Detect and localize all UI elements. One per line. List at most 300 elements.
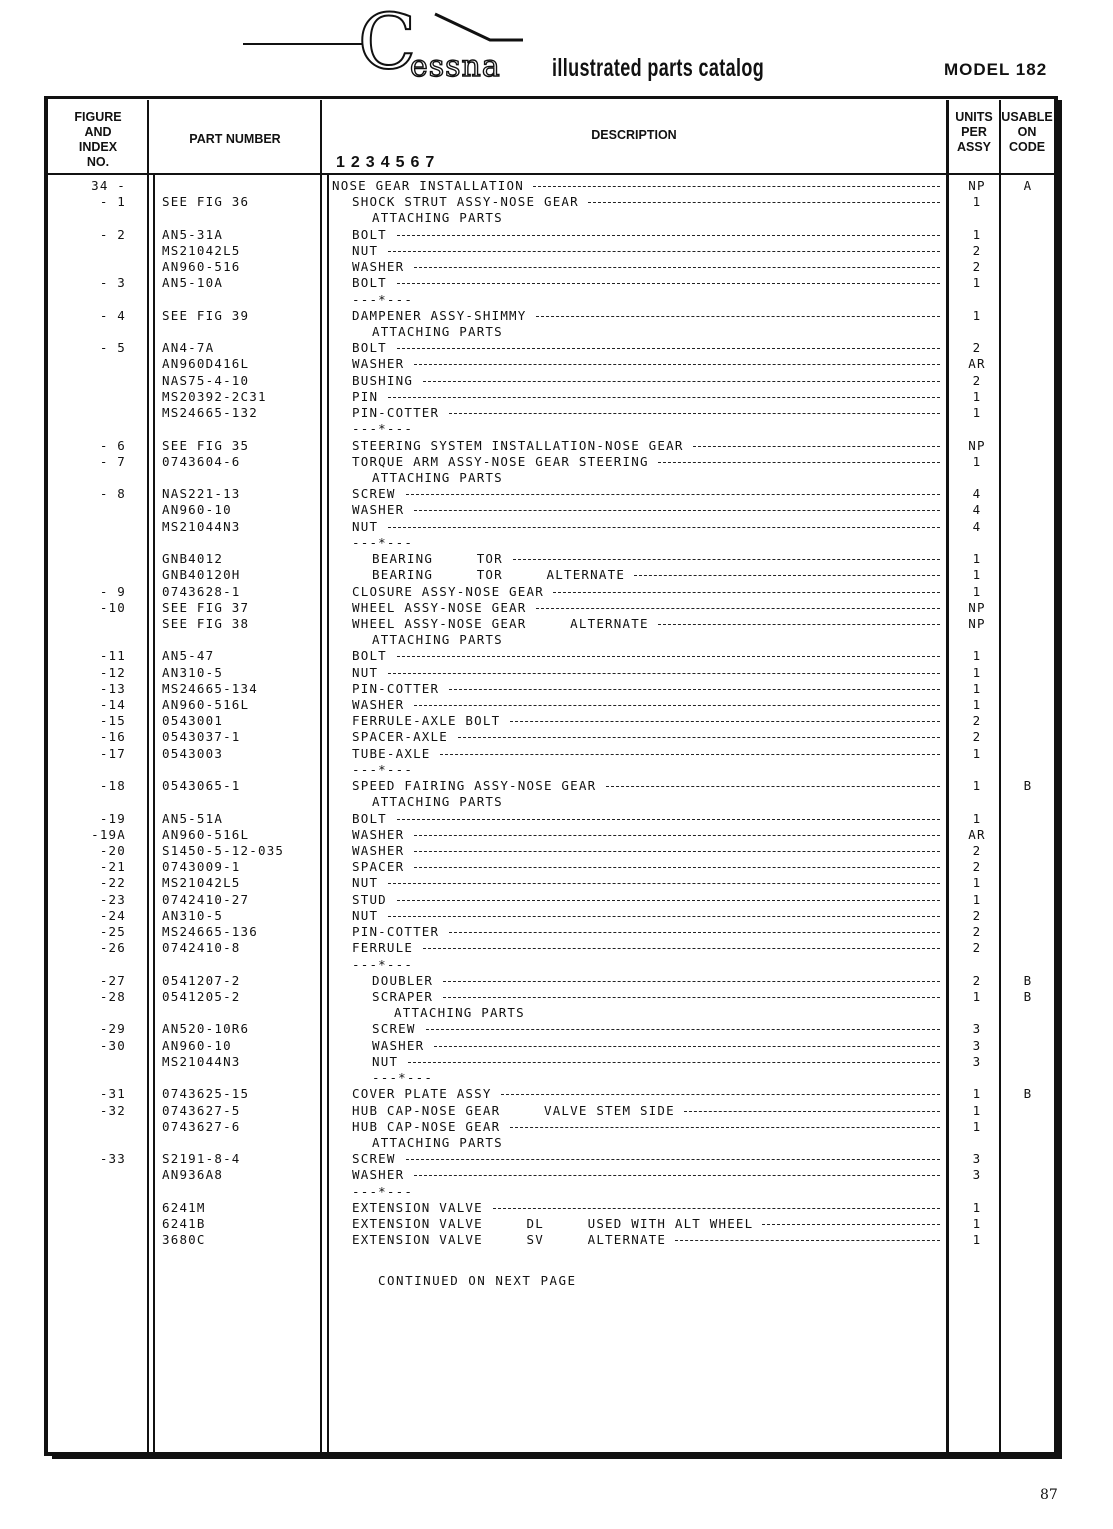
table-row [0, 210, 1113, 226]
units-per-assy: 1 [972, 567, 982, 583]
leader-line [388, 673, 940, 674]
part-description: TUBE-AXLE [352, 745, 431, 761]
units-per-assy: NP [968, 599, 986, 615]
table-row [0, 957, 1113, 973]
figure-index: - 1 [99, 194, 126, 210]
units-per-assy: 1 [972, 680, 982, 696]
usable-on-code: B [1023, 1086, 1033, 1102]
part-description: PIN-COTTER [352, 924, 440, 940]
part-number: 0742410-8 [162, 940, 241, 956]
figure-index: - 9 [99, 583, 126, 599]
part-description: SCRAPER [372, 989, 434, 1004]
part-number: MS21044N3 [162, 1053, 241, 1069]
page-number: 87 [1040, 1487, 1058, 1503]
part-description: ---*--- [352, 1183, 414, 1199]
figure-index: -26 [99, 940, 126, 956]
figure-index: -30 [99, 1037, 126, 1053]
part-number: 0543003 [162, 745, 224, 761]
table-row [0, 584, 1113, 600]
units-per-assy: 2 [972, 907, 982, 923]
part-description: BEARING TOR ALTERNATE [372, 567, 626, 583]
table-row [0, 243, 1113, 259]
table-row [0, 746, 1113, 762]
units-per-assy: 2 [972, 340, 982, 356]
part-description: PIN-COTTER [352, 680, 440, 696]
part-description: ---*--- [372, 1070, 434, 1086]
part-description: WASHER [352, 1167, 405, 1183]
units-per-assy: 1 [972, 453, 982, 469]
units-per-assy: 2 [972, 729, 982, 745]
col-header-units: UNITS PER ASSY [955, 110, 993, 154]
part-number: 0543065-1 [162, 778, 241, 794]
leader-line [443, 997, 940, 998]
part-number: S1450-5-12-035 [162, 843, 285, 859]
part-description: EXTENSION VALVE [352, 1199, 483, 1215]
figure-index: - 2 [99, 226, 126, 242]
units-per-assy: 4 [972, 518, 982, 534]
units-per-assy: NP [968, 178, 986, 193]
figure-index: 34 - [91, 178, 126, 193]
usable-on-code: A [1023, 178, 1033, 193]
leader-line [388, 527, 940, 528]
model-title: MODEL 182 [944, 60, 1048, 79]
table-row [0, 924, 1113, 940]
leader-line [434, 1046, 940, 1047]
table-row [0, 794, 1113, 810]
units-per-assy: 1 [972, 745, 982, 761]
part-description: NUT [352, 907, 379, 923]
part-description: DOUBLER [372, 972, 434, 988]
part-description: ATTACHING PARTS [372, 1134, 503, 1150]
part-description: ATTACHING PARTS [372, 794, 503, 810]
part-number: 6241B [162, 1216, 206, 1232]
part-number: AN5-47 [162, 648, 215, 664]
part-number: AN5-51A [162, 810, 224, 826]
leader-line [388, 397, 940, 398]
table-row [0, 421, 1113, 437]
table-row [0, 1216, 1113, 1232]
figure-index: -17 [99, 745, 126, 761]
leader-line [449, 413, 940, 414]
part-number: AN960D416L [162, 356, 250, 372]
part-description: NOSE GEAR INSTALLATION [332, 178, 524, 193]
col-header-usable: USABLE ON CODE [1001, 110, 1053, 154]
part-description: ATTACHING PARTS [372, 469, 503, 485]
part-description: NUT [352, 875, 379, 891]
table-row [0, 859, 1113, 875]
leader-line [762, 1224, 940, 1225]
part-description: CLOSURE ASSY-NOSE GEAR [352, 583, 544, 599]
header-divider [48, 173, 1054, 175]
part-number: SEE FIG 35 [162, 437, 250, 453]
leader-line [414, 364, 940, 365]
indent-digits: 1234567 [336, 154, 441, 171]
leader-line [588, 202, 940, 203]
units-per-assy: 1 [972, 583, 982, 599]
part-description: NUT [352, 664, 379, 680]
table-row [0, 389, 1113, 405]
leader-line [449, 689, 940, 690]
figure-index: -14 [99, 697, 126, 713]
units-per-assy: 1 [972, 810, 982, 826]
leader-line [513, 559, 941, 560]
part-description: BUSHING [352, 372, 414, 388]
figure-index: -25 [99, 924, 126, 940]
table-row [0, 1200, 1113, 1216]
part-description: BOLT [352, 226, 387, 242]
part-description: WASHER [352, 843, 405, 859]
part-description: WHEEL ASSY-NOSE GEAR ALTERNATE [352, 615, 649, 631]
figure-index: -10 [99, 599, 126, 615]
units-per-assy: 2 [972, 259, 982, 275]
leader-line [397, 656, 940, 657]
part-number: MS21044N3 [162, 518, 241, 534]
table-row [0, 713, 1113, 729]
figure-index: -33 [99, 1151, 126, 1167]
units-per-assy: 1 [972, 388, 982, 404]
leader-line [397, 283, 940, 284]
part-number: 3680C [162, 1232, 206, 1248]
table-row [0, 1054, 1113, 1070]
table-row [0, 194, 1113, 210]
table-row [0, 875, 1113, 891]
units-per-assy: AR [968, 356, 986, 372]
figure-index: -12 [99, 664, 126, 680]
table-row [0, 648, 1113, 664]
figure-index: - 8 [99, 486, 126, 502]
units-per-assy: 2 [972, 924, 982, 940]
table-row [0, 340, 1113, 356]
table-row [0, 1021, 1113, 1037]
table-row [0, 892, 1113, 908]
table-row [0, 729, 1113, 745]
leader-line [449, 932, 940, 933]
part-description: WASHER [352, 697, 405, 713]
part-description: ---*--- [352, 761, 414, 777]
part-description: ATTACHING PARTS [372, 323, 503, 339]
figure-index: -31 [99, 1086, 126, 1102]
part-number: MS24665-136 [162, 924, 258, 940]
units-per-assy: 3 [972, 1037, 982, 1053]
table-row [0, 486, 1113, 502]
part-description: SPACER-AXLE [352, 729, 448, 745]
part-number: AN310-5 [162, 664, 224, 680]
part-number: AN960-10 [162, 502, 232, 518]
usable-on-code: B [1023, 972, 1033, 988]
figure-index: -23 [99, 891, 126, 907]
part-number: 0543001 [162, 713, 224, 729]
table-row [0, 973, 1113, 989]
units-per-assy: 1 [972, 1118, 982, 1134]
part-description: BOLT [352, 648, 387, 664]
part-description: HUB CAP-NOSE GEAR VALVE STEM SIDE [352, 1102, 675, 1118]
part-description: PIN-COTTER [352, 405, 440, 421]
part-number: NAS75-4-10 [162, 372, 250, 388]
part-description: EXTENSION VALVE SV ALTERNATE [352, 1232, 667, 1248]
part-number: 0543037-1 [162, 729, 241, 745]
part-description: NUT [352, 518, 379, 534]
part-number: SEE FIG 39 [162, 307, 250, 323]
figure-index: -20 [99, 843, 126, 859]
units-per-assy: 1 [972, 1102, 982, 1118]
table-row [0, 908, 1113, 924]
part-description: SHOCK STRUT ASSY-NOSE GEAR [352, 194, 579, 210]
continued-note: CONTINUED ON NEXT PAGE [378, 1273, 577, 1288]
part-description: PIN [352, 388, 379, 404]
part-description: WASHER [352, 826, 405, 842]
leader-line [693, 446, 940, 447]
table-row [0, 697, 1113, 713]
table-row [0, 275, 1113, 291]
table-row [0, 405, 1113, 421]
leader-line [606, 786, 940, 787]
part-description: ATTACHING PARTS [372, 632, 503, 648]
figure-index: -11 [99, 648, 126, 664]
table-row [0, 1232, 1113, 1248]
leader-line [414, 705, 940, 706]
figure-index: -15 [99, 713, 126, 729]
leader-line [414, 867, 940, 868]
part-number: MS21042L5 [162, 875, 241, 891]
part-number: 0743627-6 [162, 1118, 241, 1134]
leader-line [658, 462, 940, 463]
part-number: GNB4012 [162, 551, 224, 567]
figure-index: -19A [91, 826, 126, 842]
table-row [0, 470, 1113, 486]
part-description: BEARING TOR [372, 551, 503, 567]
figure-index: -22 [99, 875, 126, 891]
table-row [0, 632, 1113, 648]
table-row [0, 600, 1113, 616]
leader-line [536, 316, 940, 317]
units-per-assy: 2 [972, 940, 982, 956]
part-description: SPACER [352, 859, 405, 875]
units-per-assy: AR [968, 826, 986, 842]
col-header-part-number: PART NUMBER [189, 132, 281, 146]
leader-line [397, 900, 940, 901]
table-row [0, 438, 1113, 454]
leader-line [493, 1208, 941, 1209]
table-row [0, 1151, 1113, 1167]
table-row [0, 940, 1113, 956]
figure-index: -18 [99, 778, 126, 794]
frame-shadow-bottom [52, 1454, 1062, 1459]
part-description: ---*--- [352, 534, 414, 550]
units-per-assy: 3 [972, 1151, 982, 1167]
part-description: BOLT [352, 810, 387, 826]
part-number: SEE FIG 36 [162, 194, 250, 210]
units-per-assy: 1 [972, 989, 982, 1004]
leader-line [414, 510, 940, 511]
table-row [0, 373, 1113, 389]
part-description: ---*--- [352, 421, 414, 437]
part-description: COVER PLATE ASSY [352, 1086, 492, 1102]
table-row [0, 1070, 1113, 1086]
figure-index: -21 [99, 859, 126, 875]
part-number: 0743009-1 [162, 859, 241, 875]
figure-index: -32 [99, 1102, 126, 1118]
figure-index: - 3 [99, 275, 126, 291]
units-per-assy: 1 [972, 875, 982, 891]
table-row [0, 989, 1113, 1005]
units-per-assy: 2 [972, 372, 982, 388]
units-per-assy: 2 [972, 859, 982, 875]
col-header-figure: FIGURE AND INDEX NO. [74, 110, 122, 169]
part-number: SEE FIG 38 [162, 615, 250, 631]
units-per-assy: NP [968, 437, 986, 453]
part-description: SPEED FAIRING ASSY-NOSE GEAR [352, 778, 597, 794]
part-description: BOLT [352, 275, 387, 291]
part-description: ATTACHING PARTS [394, 1005, 525, 1021]
part-description: NUT [352, 242, 379, 258]
leader-line [536, 608, 940, 609]
leader-line [501, 1094, 940, 1095]
part-number: AN960-516L [162, 826, 250, 842]
units-per-assy: 1 [972, 226, 982, 242]
part-number: 0743628-1 [162, 583, 241, 599]
leader-line [414, 267, 940, 268]
part-description: SCREW [352, 486, 396, 502]
leader-line [510, 1127, 940, 1128]
part-description: SCREW [372, 1021, 416, 1037]
table-row [0, 1005, 1113, 1021]
leader-line [553, 592, 940, 593]
units-per-assy: 2 [972, 843, 982, 859]
units-per-assy: 4 [972, 486, 982, 502]
part-number: MS20392-2C31 [162, 388, 267, 404]
part-description: FERRULE [352, 940, 414, 956]
units-per-assy: 1 [972, 648, 982, 664]
figure-index: -13 [99, 680, 126, 696]
leader-line [406, 494, 941, 495]
part-number: AN960-10 [162, 1037, 232, 1053]
table-row [0, 665, 1113, 681]
units-per-assy: 2 [972, 242, 982, 258]
units-per-assy: 3 [972, 1053, 982, 1069]
leader-line [423, 948, 940, 949]
units-per-assy: NP [968, 615, 986, 631]
table-row [0, 811, 1113, 827]
table-row [0, 259, 1113, 275]
part-description: ATTACHING PARTS [372, 210, 503, 226]
units-per-assy: 1 [972, 307, 982, 323]
part-number: AN520-10R6 [162, 1021, 250, 1037]
leader-line [426, 1029, 941, 1030]
part-number: 0541205-2 [162, 989, 241, 1004]
part-description: DAMPENER ASSY-SHIMMY [352, 307, 527, 323]
usable-on-code: B [1023, 989, 1033, 1004]
figure-index: -19 [99, 810, 126, 826]
leader-line [388, 883, 940, 884]
units-per-assy: 1 [972, 778, 982, 794]
leader-line [533, 186, 940, 187]
brand-logo-c: C [358, 0, 417, 86]
units-per-assy: 3 [972, 1167, 982, 1183]
part-number: 0742410-27 [162, 891, 250, 907]
table-row [0, 1103, 1113, 1119]
part-description: WHEEL ASSY-NOSE GEAR [352, 599, 527, 615]
leader-line [414, 1175, 940, 1176]
units-per-assy: 1 [972, 1086, 982, 1102]
units-per-assy: 2 [972, 713, 982, 729]
table-row [0, 227, 1113, 243]
table-row [0, 762, 1113, 778]
figure-index: - 5 [99, 340, 126, 356]
part-description: BOLT [352, 340, 387, 356]
units-per-assy: 1 [972, 275, 982, 291]
table-row [0, 1086, 1113, 1102]
leader-line [634, 575, 940, 576]
leader-line [388, 251, 940, 252]
part-description: TORQUE ARM ASSY-NOSE GEAR STEERING [352, 453, 649, 469]
figure-index: -24 [99, 907, 126, 923]
part-description: SCREW [352, 1151, 396, 1167]
units-per-assy: 2 [972, 972, 982, 988]
leader-line [684, 1111, 940, 1112]
part-number: MS21042L5 [162, 242, 241, 258]
part-description: WASHER [372, 1037, 425, 1053]
part-number: AN310-5 [162, 907, 224, 923]
table-row [0, 681, 1113, 697]
part-number: 0743627-5 [162, 1102, 241, 1118]
table-row [0, 178, 1113, 194]
part-description: STUD [352, 891, 387, 907]
leader-line [414, 851, 940, 852]
leader-line [397, 235, 940, 236]
part-description: ---*--- [352, 291, 414, 307]
part-number: AN960-516 [162, 259, 241, 275]
table-row [0, 292, 1113, 308]
table-row [0, 567, 1113, 583]
table-row [0, 308, 1113, 324]
table-row [0, 551, 1113, 567]
part-number: AN960-516L [162, 697, 250, 713]
leader-line [406, 1159, 941, 1160]
part-number: AN5-31A [162, 226, 224, 242]
table-row [0, 843, 1113, 859]
part-number: AN936A8 [162, 1167, 224, 1183]
units-per-assy: 4 [972, 502, 982, 518]
table-row [0, 324, 1113, 340]
part-number: 0743604-6 [162, 453, 241, 469]
units-per-assy: 1 [972, 664, 982, 680]
part-number: MS24665-132 [162, 405, 258, 421]
leader-line [388, 916, 940, 917]
units-per-assy: 3 [972, 1021, 982, 1037]
units-per-assy: 1 [972, 891, 982, 907]
part-description: FERRULE-AXLE BOLT [352, 713, 501, 729]
part-number: S2191-8-4 [162, 1151, 241, 1167]
table-row [0, 1038, 1113, 1054]
units-per-assy: 1 [972, 551, 982, 567]
table-row [0, 778, 1113, 794]
leader-line [458, 737, 940, 738]
table-row [0, 1167, 1113, 1183]
header-rule [243, 43, 365, 45]
table-row [0, 502, 1113, 518]
part-description: HUB CAP-NOSE GEAR [352, 1118, 501, 1134]
units-per-assy: 1 [972, 697, 982, 713]
leader-line [443, 981, 940, 982]
catalog-title: illustrated parts catalog [552, 54, 765, 82]
part-description: WASHER [352, 502, 405, 518]
part-number: 6241M [162, 1199, 206, 1215]
part-number: 0541207-2 [162, 972, 241, 988]
usable-on-code: B [1023, 778, 1033, 794]
part-description: WASHER [352, 356, 405, 372]
table-row [0, 454, 1113, 470]
leader-line [440, 754, 940, 755]
